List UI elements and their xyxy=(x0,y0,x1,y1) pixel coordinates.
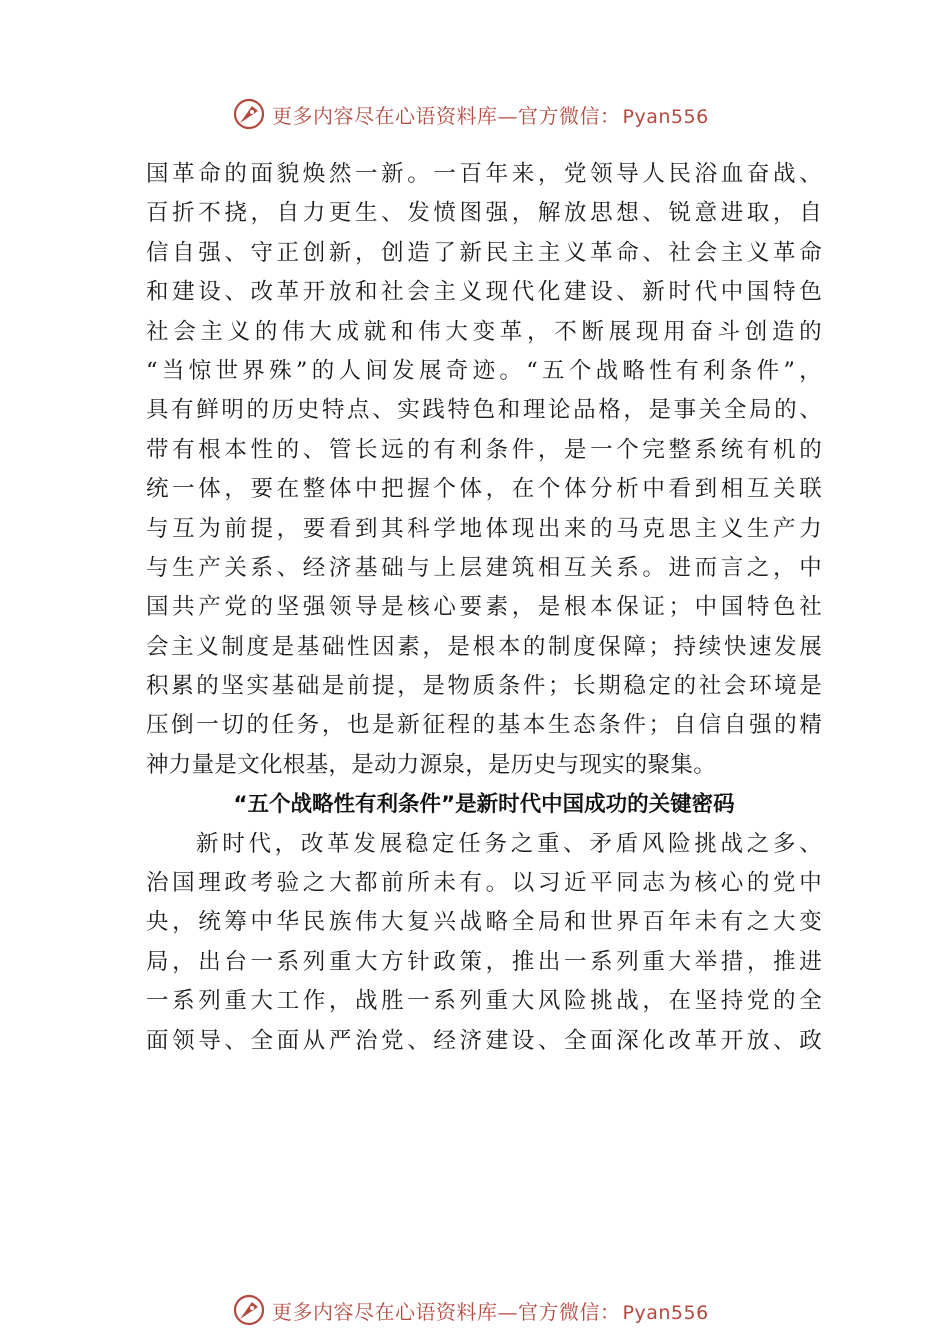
document-body xyxy=(146,155,822,1061)
section-heading: “五个战略性有利条件”是新时代中国成功的关键密码 xyxy=(233,792,735,818)
text-line: 一系列重大工作，战胜一系列重大风险挑战，在坚持党的全 xyxy=(146,988,822,1015)
text-line: 带有根本性的、管长远的有利条件，是一个完整系统有机的 xyxy=(146,436,822,463)
text-line: 神力量是文化根基，是动力源泉，是历史与现实的聚集。 xyxy=(146,751,717,778)
text-line: 百折不挠，自力更生、发愤图强，解放思想、锐意进取，自 xyxy=(146,200,822,227)
banner-label: 更多内容尽在心语资料库—官方微信： xyxy=(272,103,621,128)
text-line: 会主义制度是基础性因素，是根本的制度保障；持续快速发展 xyxy=(146,633,822,660)
text-line: 信自强、守正创新，创造了新民主主义革命、社会主义革命 xyxy=(146,239,822,266)
banner-text xyxy=(272,100,709,129)
text-line: 国共产党的坚强领导是核心要素，是根本保证；中国特色社 xyxy=(146,594,822,621)
text-line: “当惊世界殊”的人间发展奇迹。“五个战略性有利条件”， xyxy=(146,357,822,384)
footer-banner xyxy=(232,1292,709,1328)
text-line: 和建设、改革开放和社会主义现代化建设、新时代中国特色 xyxy=(146,279,822,306)
text-line: 与互为前提，要看到其科学地体现出来的马克思主义生产力 xyxy=(146,515,822,542)
text-line: 社会主义的伟大成就和伟大变革，不断展现用奋斗创造的 xyxy=(146,318,822,345)
text-line: 统一体，要在整体中把握个体，在个体分析中看到相互关联 xyxy=(146,476,822,503)
text-line: 面领导、全面从严治党、经济建设、全面深化改革开放、政 xyxy=(146,1027,822,1054)
text-line: 新时代，改革发展稳定任务之重、矛盾风险挑战之多、 xyxy=(196,830,822,857)
text-line: 国革命的面貌焕然一新。一百年来，党领导人民浴血奋战、 xyxy=(146,161,822,187)
wechat-id: Pyan556 xyxy=(622,1301,709,1324)
wechat-id: Pyan556 xyxy=(622,105,709,128)
pen-nib-circle-icon xyxy=(232,97,266,131)
text-line: 积累的坚实基础是前提，是物质条件；长期稳定的社会环境是 xyxy=(146,673,822,700)
pen-nib-circle-icon xyxy=(232,1293,266,1327)
text-line: 具有鲜明的历史特点、实践特色和理论品格，是事关全局的、 xyxy=(146,397,822,424)
header-banner xyxy=(232,96,709,132)
banner-text xyxy=(272,1296,709,1325)
banner-label: 更多内容尽在心语资料库—官方微信： xyxy=(272,1299,621,1324)
text-line: 央，统筹中华民族伟大复兴战略全局和世界百年未有之大变 xyxy=(146,909,822,936)
text-line: 治国理政考验之大都前所未有。以习近平同志为核心的党中 xyxy=(146,870,822,897)
text-line: 局，出台一系列重大方针政策，推出一系列重大举措，推进 xyxy=(146,948,822,975)
text-line: 压倒一切的任务，也是新征程的基本生态条件；自信自强的精 xyxy=(146,712,822,739)
text-line: 与生产关系、经济基础与上层建筑相互关系。进而言之，中 xyxy=(146,554,822,581)
